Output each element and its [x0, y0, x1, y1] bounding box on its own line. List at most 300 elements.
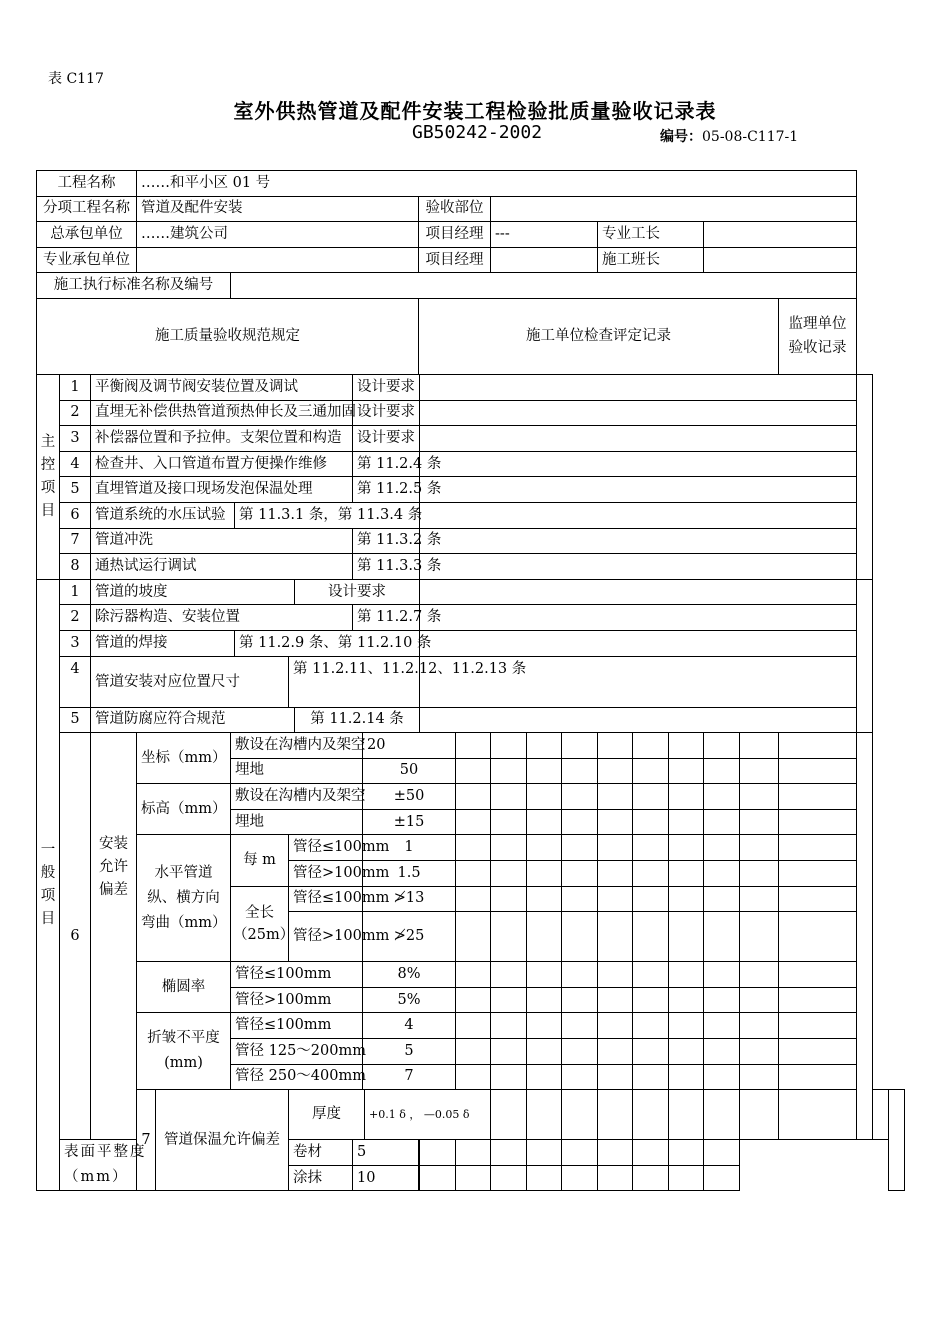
- tolerance-desc: 管径≤100mm: [289, 835, 363, 861]
- item-number: 2: [60, 605, 91, 631]
- tolerance-value: 1.5: [363, 861, 456, 887]
- measure-cell[interactable]: [633, 987, 669, 1013]
- standard-label: 施工执行标准名称及编号: [37, 273, 231, 299]
- measure-cell[interactable]: [491, 1064, 527, 1090]
- measure-cell[interactable]: [633, 1090, 669, 1140]
- main-item-row: [37, 400, 905, 426]
- measure-cell[interactable]: [562, 1090, 598, 1140]
- surface-desc: 涂抹: [289, 1165, 353, 1191]
- measure-cell[interactable]: [491, 912, 527, 962]
- measure-cell[interactable]: [740, 987, 779, 1013]
- item-description: 除污器构造、安装位置: [91, 605, 353, 631]
- measure-cell[interactable]: [456, 1013, 491, 1039]
- tolerance-desc: 管径≤100mm: [231, 962, 363, 988]
- measure-cell[interactable]: [669, 733, 704, 759]
- measure-cell[interactable]: [562, 1013, 598, 1039]
- record-cell[interactable]: [420, 605, 857, 631]
- record-cell[interactable]: [420, 707, 857, 733]
- measure-cell[interactable]: [669, 809, 704, 835]
- measure-cell[interactable]: [456, 962, 491, 988]
- measure-cell[interactable]: [740, 912, 779, 962]
- item-description: 管道系统的水压试验: [91, 502, 235, 528]
- standard-value[interactable]: [231, 273, 857, 299]
- team-leader-label: 施工班长: [598, 247, 704, 273]
- measure-cell[interactable]: [633, 1064, 669, 1090]
- info-row-standard: [37, 273, 905, 299]
- tolerance-desc: 管径≤100mm: [289, 886, 363, 912]
- measure-cell[interactable]: [633, 1140, 669, 1166]
- measure-cell[interactable]: [491, 758, 527, 784]
- measure-cell[interactable]: [633, 784, 669, 810]
- measure-cell[interactable]: [491, 987, 527, 1013]
- surface-desc: 卷材: [289, 1140, 353, 1166]
- measure-cell[interactable]: [633, 886, 669, 912]
- measure-cell[interactable]: [562, 1039, 598, 1065]
- measure-cell[interactable]: [704, 1039, 740, 1065]
- measure-cell[interactable]: [598, 835, 633, 861]
- measure-cell[interactable]: [669, 886, 704, 912]
- measure-cell[interactable]: [491, 962, 527, 988]
- measure-cell[interactable]: [598, 1140, 633, 1166]
- measure-cell[interactable]: [779, 758, 857, 784]
- tolerance-desc: 埋地: [231, 758, 363, 784]
- measure-cell[interactable]: [740, 861, 779, 887]
- measure-cell[interactable]: [740, 1013, 779, 1039]
- measure-cell[interactable]: [456, 784, 491, 810]
- measure-cell[interactable]: [633, 861, 669, 887]
- tolerance-value: 5%: [363, 987, 456, 1013]
- measure-cell[interactable]: [704, 733, 740, 759]
- surface-value: 10: [353, 1165, 419, 1191]
- item-number: 7: [137, 1090, 156, 1191]
- measure-cell[interactable]: [456, 987, 491, 1013]
- measure-cell[interactable]: [704, 784, 740, 810]
- measure-cell[interactable]: [598, 861, 633, 887]
- measure-cell[interactable]: [456, 886, 491, 912]
- measure-cell[interactable]: [669, 1090, 704, 1140]
- measure-cell[interactable]: [527, 1165, 562, 1191]
- measure-cell[interactable]: [527, 733, 562, 759]
- measure-cell[interactable]: [779, 987, 857, 1013]
- measure-cell[interactable]: [527, 886, 562, 912]
- item-requirement: 第 11.3.1 条，第 11.3.4 条: [235, 502, 420, 528]
- measure-cell[interactable]: [740, 886, 779, 912]
- measure-cell[interactable]: [598, 733, 633, 759]
- measure-cell[interactable]: [562, 886, 598, 912]
- item-number: 4: [60, 656, 91, 707]
- item-description: 管道冲洗: [91, 528, 353, 554]
- measure-cell[interactable]: [562, 987, 598, 1013]
- surface-value: 5: [353, 1140, 419, 1166]
- measure-cell[interactable]: [456, 1064, 491, 1090]
- measure-cell[interactable]: [562, 962, 598, 988]
- measure-cell[interactable]: [527, 1064, 562, 1090]
- project-name-label: 工程名称: [37, 171, 137, 197]
- measure-cell[interactable]: [669, 912, 704, 962]
- item-number: 8: [60, 554, 91, 580]
- measure-cell[interactable]: [562, 809, 598, 835]
- tolerance-desc: 管径>100mm: [289, 912, 363, 962]
- measure-cell[interactable]: [779, 1013, 857, 1039]
- measure-cell[interactable]: [562, 1165, 598, 1191]
- measure-cell[interactable]: [704, 1013, 740, 1039]
- measure-cell[interactable]: [669, 1039, 704, 1065]
- project-manager-label-2: 项目经理: [419, 247, 491, 273]
- record-cell[interactable]: [420, 502, 857, 528]
- item-description: 管道防腐应符合规范: [91, 707, 295, 733]
- measure-cell[interactable]: [740, 1039, 779, 1065]
- main-item-row: [37, 374, 905, 400]
- measure-cell[interactable]: [598, 987, 633, 1013]
- record-cell[interactable]: [420, 579, 857, 605]
- record-cell[interactable]: [420, 477, 857, 503]
- thickness-label: 厚度: [289, 1090, 365, 1140]
- ellipse-label: 椭圆率: [137, 962, 231, 1013]
- supervisor-column-header: 监理单位验收记录: [779, 298, 857, 374]
- item-requirement: 设计要求: [353, 426, 420, 452]
- record-cell[interactable]: [420, 630, 857, 656]
- tolerance-value: 8%: [363, 962, 456, 988]
- measure-cell[interactable]: [527, 1140, 562, 1166]
- item-description: 直埋管道及接口现场发泡保温处理: [91, 477, 353, 503]
- supervisor-cell[interactable]: [857, 374, 873, 579]
- measure-cell[interactable]: [491, 733, 527, 759]
- project-manager-label: 项目经理: [419, 222, 491, 248]
- measure-cell[interactable]: [704, 758, 740, 784]
- measure-cell[interactable]: [527, 835, 562, 861]
- item-description: 通热试运行调试: [91, 554, 353, 580]
- tolerance-value: ±50: [363, 784, 456, 810]
- measure-cell[interactable]: [456, 835, 491, 861]
- item-requirement: 第 11.3.3 条: [353, 554, 420, 580]
- tolerance-row: [37, 784, 905, 810]
- measure-cell[interactable]: [456, 861, 491, 887]
- measure-cell[interactable]: [704, 809, 740, 835]
- measure-cell[interactable]: [491, 861, 527, 887]
- record-cell[interactable]: [420, 400, 857, 426]
- item-number: 5: [60, 707, 91, 733]
- measure-cell[interactable]: [527, 809, 562, 835]
- measure-cell[interactable]: [669, 758, 704, 784]
- measure-cell[interactable]: [456, 809, 491, 835]
- tolerance-value: 4: [363, 1013, 456, 1039]
- document-title: 室外供热管道及配件安装工程检验批质量验收记录表: [233, 99, 717, 123]
- tolerance-row: [37, 1013, 905, 1039]
- measure-cell[interactable]: [562, 758, 598, 784]
- tolerance-value: 20: [363, 733, 456, 759]
- item-number: 1: [60, 374, 91, 400]
- measure-cell[interactable]: [873, 1090, 889, 1140]
- measure-cell[interactable]: [704, 1165, 740, 1191]
- measure-cell[interactable]: [491, 1140, 527, 1166]
- main-item-row: [37, 502, 905, 528]
- measure-cell[interactable]: [456, 1165, 491, 1191]
- measure-cell[interactable]: [456, 1039, 491, 1065]
- tolerance-group-label: 安装允许偏差: [91, 733, 137, 1140]
- record-cell[interactable]: [420, 374, 857, 400]
- measure-cell[interactable]: [740, 1064, 779, 1090]
- serial-label: 编号：: [660, 129, 702, 145]
- measure-cell[interactable]: [779, 835, 857, 861]
- measure-cell[interactable]: [669, 987, 704, 1013]
- general-item-row: [37, 579, 905, 605]
- measure-cell[interactable]: [704, 912, 740, 962]
- serial-value: 05-08-C117-1: [702, 129, 799, 145]
- item-requirement: 第 11.2.14 条: [295, 707, 420, 733]
- measure-cell[interactable]: [704, 987, 740, 1013]
- measure-cell[interactable]: [562, 835, 598, 861]
- supervisor-cell[interactable]: [889, 1090, 905, 1191]
- measure-cell[interactable]: [598, 962, 633, 988]
- measure-cell[interactable]: [598, 809, 633, 835]
- measure-cell[interactable]: [779, 809, 857, 835]
- measure-cell[interactable]: [704, 861, 740, 887]
- tolerance-desc: 管径 125～200mm: [231, 1039, 363, 1065]
- measure-cell[interactable]: [527, 1039, 562, 1065]
- measure-cell[interactable]: [740, 1090, 779, 1140]
- item-requirement: 第 11.3.2 条: [353, 528, 420, 554]
- measure-cell[interactable]: [740, 835, 779, 861]
- measure-cell[interactable]: [527, 784, 562, 810]
- measure-cell[interactable]: [704, 962, 740, 988]
- per-m-label: 每 m: [231, 835, 289, 886]
- info-row-subproject: [37, 196, 905, 222]
- tolerance-desc: 管径 250～400mm: [231, 1064, 363, 1090]
- measure-cell[interactable]: [669, 784, 704, 810]
- measure-cell[interactable]: [669, 1140, 704, 1166]
- form-code: 表 C117: [48, 71, 104, 87]
- measure-cell[interactable]: [420, 1165, 456, 1191]
- measure-cell[interactable]: [527, 912, 562, 962]
- measure-cell[interactable]: [527, 861, 562, 887]
- measure-cell[interactable]: [527, 987, 562, 1013]
- general-item-row: [37, 707, 905, 733]
- measure-cell[interactable]: [527, 1090, 562, 1140]
- measure-cell[interactable]: [456, 912, 491, 962]
- full-length-label: 全长（25m）: [231, 886, 289, 962]
- item-description: 平衡阀及调节阀安装位置及调试: [91, 374, 353, 400]
- item-number: 7: [60, 528, 91, 554]
- item-number: 4: [60, 451, 91, 477]
- measure-cell[interactable]: [669, 1165, 704, 1191]
- tolerance-desc: 管径≤100mm: [231, 1013, 363, 1039]
- measure-cell[interactable]: [562, 733, 598, 759]
- measure-cell[interactable]: [633, 962, 669, 988]
- elev-label: 标高（mm）: [137, 784, 231, 835]
- measure-cell[interactable]: [633, 1165, 669, 1191]
- measure-cell[interactable]: [598, 912, 633, 962]
- measure-cell[interactable]: [740, 733, 779, 759]
- tolerance-row: [37, 835, 905, 861]
- general-contractor-label: 总承包单位: [37, 222, 137, 248]
- measure-cell[interactable]: [456, 733, 491, 759]
- measure-cell[interactable]: [740, 962, 779, 988]
- measure-cell[interactable]: [740, 784, 779, 810]
- general-items-label: 一般项目: [37, 579, 60, 1191]
- tolerance-desc: 管径>100mm: [289, 861, 363, 887]
- bend-label: 水平管道纵、横方向弯曲（mm）: [137, 835, 231, 962]
- tolerance-desc: 敷设在沟槽内及架空: [231, 733, 363, 759]
- item-requirement: 设计要求: [353, 400, 420, 426]
- measure-cell[interactable]: [598, 1165, 633, 1191]
- info-row-project: [37, 171, 905, 197]
- measure-cell[interactable]: [562, 912, 598, 962]
- project-name-value: ……和平小区 01 号: [137, 171, 857, 197]
- tolerance-value: ≯13: [363, 886, 456, 912]
- item-number: 3: [60, 426, 91, 452]
- coord-label: 坐标（mm）: [137, 733, 231, 784]
- foreman-value[interactable]: [704, 222, 857, 248]
- info-row-subcontractor: [37, 247, 905, 273]
- measure-cell[interactable]: [669, 835, 704, 861]
- measure-cell[interactable]: [669, 962, 704, 988]
- measure-cell[interactable]: [598, 1039, 633, 1065]
- measure-cell[interactable]: [491, 1090, 527, 1140]
- measure-cell[interactable]: [779, 1039, 857, 1065]
- acceptance-part-value[interactable]: [491, 196, 857, 222]
- column-header-row: [37, 298, 905, 374]
- sub-project-value: 管道及配件安装: [137, 196, 419, 222]
- measure-cell[interactable]: [562, 1064, 598, 1090]
- measure-cell[interactable]: [740, 758, 779, 784]
- measure-cell[interactable]: [491, 1039, 527, 1065]
- measure-cell[interactable]: [704, 1064, 740, 1090]
- item-requirement: 设计要求: [353, 374, 420, 400]
- tolerance-value: 7: [363, 1064, 456, 1090]
- item-description: 管道的坡度: [91, 579, 295, 605]
- measure-cell[interactable]: [562, 1140, 598, 1166]
- measure-cell[interactable]: [527, 758, 562, 784]
- measure-cell[interactable]: [779, 886, 857, 912]
- tolerance-value: 5: [363, 1039, 456, 1065]
- tolerance-desc: 管径>100mm: [231, 987, 363, 1013]
- sub-contractor-label: 专业承包单位: [37, 247, 137, 273]
- tolerance-desc: 敷设在沟槽内及架空: [231, 784, 363, 810]
- measure-cell[interactable]: [740, 809, 779, 835]
- fold-label: 折皱不平度(mm): [137, 1013, 231, 1090]
- spec-column-header: 施工质量验收规范规定: [37, 298, 419, 374]
- main-item-row: [37, 477, 905, 503]
- item-requirement: 第 11.2.11、11.2.12、11.2.13 条: [289, 656, 420, 707]
- measure-cell[interactable]: [598, 1013, 633, 1039]
- measure-cell[interactable]: [491, 1013, 527, 1039]
- general-item-row: [37, 630, 905, 656]
- supervisor-cell[interactable]: [857, 579, 873, 732]
- measure-cell[interactable]: [779, 962, 857, 988]
- item-description: 补偿器位置和予拉伸。支架位置和构造: [91, 426, 353, 452]
- measure-cell[interactable]: [598, 886, 633, 912]
- record-column-header: 施工单位检查评定记录: [419, 298, 779, 374]
- tolerance-value: ±15: [363, 809, 456, 835]
- item-number: 2: [60, 400, 91, 426]
- inspection-form-table: [36, 170, 905, 1191]
- measure-cell[interactable]: [527, 962, 562, 988]
- item-requirement: 设计要求: [295, 579, 420, 605]
- tolerance-row: [37, 733, 905, 759]
- measure-cell[interactable]: [527, 1013, 562, 1039]
- record-cell[interactable]: [420, 554, 857, 580]
- measure-cell[interactable]: [779, 1090, 857, 1140]
- measure-cell[interactable]: [633, 809, 669, 835]
- surface-label: 表面平整度（mm）: [60, 1140, 156, 1191]
- measure-cell[interactable]: [633, 835, 669, 861]
- tolerance-value: 50: [363, 758, 456, 784]
- measure-cell[interactable]: [633, 912, 669, 962]
- measure-cell[interactable]: [633, 733, 669, 759]
- tolerance-desc: 埋地: [231, 809, 363, 835]
- record-cell[interactable]: [420, 528, 857, 554]
- measure-cell[interactable]: [491, 886, 527, 912]
- measure-cell[interactable]: [491, 835, 527, 861]
- measure-cell[interactable]: [633, 1013, 669, 1039]
- measure-cell[interactable]: [491, 809, 527, 835]
- measure-cell[interactable]: [456, 758, 491, 784]
- measure-cell[interactable]: [779, 912, 857, 962]
- item-number: 6: [60, 733, 91, 1140]
- measure-cell[interactable]: [456, 1140, 491, 1166]
- item-description: 直埋无补偿供热管道预热伸长及三通加固: [91, 400, 353, 426]
- info-row-contractor: [37, 222, 905, 248]
- measure-cell[interactable]: [598, 784, 633, 810]
- acceptance-part-label: 验收部位: [419, 196, 491, 222]
- item-number: 5: [60, 477, 91, 503]
- measure-cell[interactable]: [704, 1090, 740, 1140]
- measure-cell[interactable]: [562, 784, 598, 810]
- measure-cell[interactable]: [633, 1039, 669, 1065]
- item-number: 1: [60, 579, 91, 605]
- general-item-row: [37, 605, 905, 631]
- measure-cell[interactable]: [633, 758, 669, 784]
- main-item-row: [37, 451, 905, 477]
- measure-cell[interactable]: [491, 784, 527, 810]
- team-leader-value[interactable]: [704, 247, 857, 273]
- measure-cell[interactable]: [669, 1064, 704, 1090]
- record-cell[interactable]: [420, 451, 857, 477]
- item-number: 3: [60, 630, 91, 656]
- measure-cell[interactable]: [704, 1140, 740, 1166]
- item-number: 6: [60, 502, 91, 528]
- record-cell[interactable]: [420, 426, 857, 452]
- measure-cell[interactable]: [779, 784, 857, 810]
- sub-contractor-value[interactable]: [137, 247, 419, 273]
- measure-cell[interactable]: [669, 861, 704, 887]
- measure-cell[interactable]: [598, 1064, 633, 1090]
- measure-cell[interactable]: [420, 1140, 456, 1166]
- measure-cell[interactable]: [598, 758, 633, 784]
- measure-cell[interactable]: [562, 861, 598, 887]
- item-requirement: 第 11.2.7 条: [353, 605, 420, 631]
- main-item-row: [37, 528, 905, 554]
- supervisor-cell[interactable]: [857, 733, 873, 1140]
- measure-cell[interactable]: [779, 1064, 857, 1090]
- tolerance-value: ≯25: [363, 912, 456, 962]
- measure-cell[interactable]: [704, 886, 740, 912]
- measure-cell[interactable]: [779, 861, 857, 887]
- foreman-label: 专业工长: [598, 222, 704, 248]
- measure-cell[interactable]: [704, 835, 740, 861]
- measure-cell[interactable]: [598, 1090, 633, 1140]
- measure-cell[interactable]: [669, 1013, 704, 1039]
- sub-project-label: 分项工程名称: [37, 196, 137, 222]
- item-description: 检查井、入口管道布置方便操作维修: [91, 451, 353, 477]
- measure-cell[interactable]: [779, 733, 857, 759]
- main-items-label: 主控项目: [37, 374, 60, 579]
- measure-cell[interactable]: [491, 1165, 527, 1191]
- main-item-row: [37, 554, 905, 580]
- project-manager-value-2[interactable]: [491, 247, 598, 273]
- thickness-value: +0.1 δ ， —0.05 δ: [365, 1090, 491, 1140]
- tolerance-value: 1: [363, 835, 456, 861]
